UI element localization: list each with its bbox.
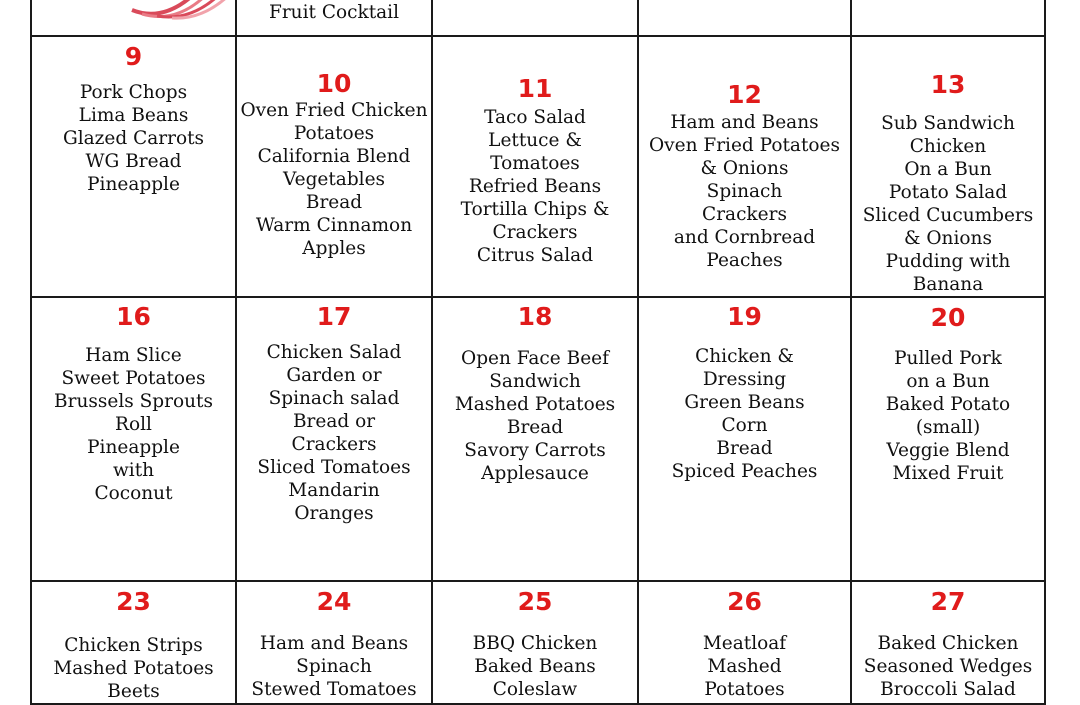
- menu-item: Crackers: [702, 204, 787, 225]
- menu-item: Vegetables: [282, 169, 386, 190]
- menu-item: Bread: [716, 438, 773, 459]
- menu-item: Meatloaf: [702, 633, 787, 654]
- menu-item: Pork Chops: [79, 82, 188, 103]
- menu-item: BBQ Chicken: [472, 633, 598, 654]
- calendar-cell: [236, 0, 432, 36]
- day-number: 25: [517, 587, 553, 616]
- menu-item: Mashed Potatoes: [454, 394, 616, 415]
- menu-item: Spinach: [706, 181, 783, 202]
- day-cell-17: [236, 297, 432, 581]
- day-cell-11: [432, 36, 638, 297]
- menu-item: Spinach: [296, 656, 372, 677]
- menu-item: Oven Fried Chicken: [240, 100, 428, 121]
- calendar-cell: [432, 0, 638, 36]
- menu-item: Ham and Beans: [670, 112, 819, 133]
- calendar-week-row: [31, 581, 1045, 704]
- calendar-cell: [638, 0, 851, 36]
- menu-item: Savory Carrots: [464, 440, 606, 461]
- menu-list: [852, 347, 1044, 485]
- menu-item: Mashed: [707, 656, 782, 677]
- menu-item: Bread or: [292, 411, 376, 432]
- menu-list: [852, 632, 1044, 701]
- menu-item: Ham Slice: [85, 345, 182, 366]
- menu-item: Refried Beans: [468, 176, 602, 197]
- menu-list: [237, 99, 431, 260]
- day-number: 16: [116, 302, 151, 331]
- menu-item: Chicken Salad: [266, 342, 402, 363]
- menu-item: Coconut: [94, 483, 173, 504]
- day-number: 13: [930, 70, 966, 99]
- menu-item: Broccoli Salad: [880, 679, 1016, 700]
- menu-item: Apples: [302, 238, 366, 259]
- menu-item: Applesauce: [481, 463, 589, 484]
- menu-list: [639, 345, 850, 483]
- calendar-week-row: [31, 36, 1045, 297]
- decorative-stripes-icon: [122, 0, 232, 22]
- menu-item: Veggie Blend: [886, 440, 1010, 461]
- menu-item: Ham and Beans: [259, 633, 409, 654]
- menu-item: Sweet Potatoes: [61, 368, 206, 389]
- menu-item: Oranges: [294, 503, 374, 524]
- day-cell-24: [236, 581, 432, 704]
- menu-list: [639, 632, 850, 701]
- menu-list: [639, 111, 850, 272]
- day-cell-20: [851, 297, 1045, 581]
- calendar-cell: [851, 0, 1045, 36]
- menu-item: with: [112, 460, 155, 481]
- menu-item: Mandarin: [288, 480, 380, 501]
- menu-item: Potatoes: [704, 679, 785, 700]
- menu-item: & Onions: [700, 158, 789, 179]
- menu-item: Peaches: [706, 250, 783, 271]
- menu-item: Potato Salad: [888, 182, 1008, 203]
- calendar-cell: [31, 0, 236, 36]
- menu-list: [32, 81, 235, 196]
- menu-item: Glazed Carrots: [62, 128, 205, 149]
- menu-item: on a Bun: [906, 371, 990, 392]
- day-cell-27: [851, 581, 1045, 704]
- menu-item: (small): [915, 417, 981, 438]
- menu-item: Spiced Peaches: [671, 461, 818, 482]
- menu-item: Lima Beans: [78, 105, 189, 126]
- menu-item: Sliced Cucumbers: [862, 205, 1034, 226]
- menu-item: Bread: [305, 192, 363, 213]
- day-number: 27: [930, 587, 966, 616]
- menu-list: [237, 341, 431, 525]
- menu-item: Banana: [912, 274, 984, 295]
- day-number: 17: [316, 302, 352, 331]
- menu-item: Spinach salad: [268, 388, 400, 409]
- menu-item: Oven Fried Potatoes: [649, 135, 840, 156]
- menu-list: [433, 106, 637, 267]
- calendar-week-row: [31, 0, 1045, 36]
- menu-list: [32, 344, 235, 505]
- menu-item: Dressing: [702, 369, 787, 390]
- menu-item: Pineapple: [87, 437, 180, 458]
- menu-list: [852, 112, 1044, 296]
- menu-item: Pineapple: [87, 174, 180, 195]
- menu-calendar: [30, 0, 1046, 705]
- day-cell-25: [432, 581, 638, 704]
- day-number: 11: [517, 74, 553, 103]
- day-cell-18: [432, 297, 638, 581]
- menu-item: Chicken &: [695, 346, 794, 367]
- menu-item: & Onions: [904, 228, 992, 249]
- menu-item: Baked Beans: [474, 656, 596, 677]
- day-number: 24: [316, 587, 352, 616]
- menu-item: Mixed Fruit: [892, 463, 1004, 484]
- menu-item: Chicken Strips: [64, 635, 203, 656]
- menu-item: Tomatoes: [490, 153, 580, 174]
- calendar-week-row: [31, 297, 1045, 581]
- day-number: 9: [124, 42, 143, 71]
- menu-item: Pulled Pork: [894, 348, 1002, 369]
- menu-list: [433, 347, 637, 485]
- menu-item: Citrus Salad: [476, 245, 594, 266]
- menu-item: Pudding with: [885, 251, 1011, 272]
- menu-item: Beets: [107, 681, 160, 702]
- menu-list: [433, 632, 637, 701]
- day-number: 18: [517, 302, 553, 331]
- day-cell-12: [638, 36, 851, 297]
- menu-item: and Cornbread: [673, 227, 816, 248]
- day-number: 23: [116, 587, 151, 616]
- menu-item: Sliced Tomatoes: [257, 457, 411, 478]
- day-cell-13: [851, 36, 1045, 297]
- menu-item: Bread: [506, 417, 564, 438]
- menu-item: Brussels Sprouts: [54, 391, 213, 412]
- day-cell-9: [31, 36, 236, 297]
- menu-item: On a Bun: [904, 159, 992, 180]
- menu-item: Baked Potato: [885, 394, 1011, 415]
- menu-item: Tortilla Chips &: [460, 199, 610, 220]
- day-number: 12: [727, 80, 762, 109]
- menu-item: California Blend: [257, 146, 411, 167]
- menu-item: Sandwich: [489, 371, 581, 392]
- menu-item: Lettuce &: [488, 130, 582, 151]
- day-number: 19: [727, 302, 762, 331]
- menu-item: Taco Salad: [484, 107, 586, 128]
- day-number: 26: [727, 587, 762, 616]
- menu-item: Warm Cinnamon: [255, 215, 413, 236]
- menu-item: Fruit Cocktail: [269, 2, 399, 23]
- menu-item: Seasoned Wedges: [863, 656, 1033, 677]
- day-cell-10: [236, 36, 432, 297]
- menu-item: Green Beans: [684, 392, 805, 413]
- menu-item: Baked Chicken: [877, 633, 1019, 654]
- menu-item: Roll: [115, 414, 152, 435]
- day-cell-23: [31, 581, 236, 704]
- menu-item: Coleslaw: [492, 679, 578, 700]
- menu-item: Stewed Tomatoes: [251, 679, 417, 700]
- menu-item: Chicken: [909, 136, 987, 157]
- menu-list: [32, 634, 235, 703]
- menu-item: Potatoes: [293, 123, 375, 144]
- menu-item: Garden or: [286, 365, 382, 386]
- menu-item: Mashed Potatoes: [53, 658, 214, 679]
- menu-list: [237, 632, 431, 701]
- day-cell-16: [31, 297, 236, 581]
- day-number: 10: [316, 69, 352, 98]
- day-number: 20: [930, 303, 966, 332]
- day-cell-19: [638, 297, 851, 581]
- menu-item: Open Face Beef: [461, 348, 609, 369]
- menu-item: Crackers: [492, 222, 578, 243]
- menu-item: Crackers: [291, 434, 377, 455]
- day-cell-26: [638, 581, 851, 704]
- menu-item: Corn: [721, 415, 768, 436]
- menu-item: WG Bread: [85, 151, 182, 172]
- menu-item: Sub Sandwich: [881, 113, 1015, 134]
